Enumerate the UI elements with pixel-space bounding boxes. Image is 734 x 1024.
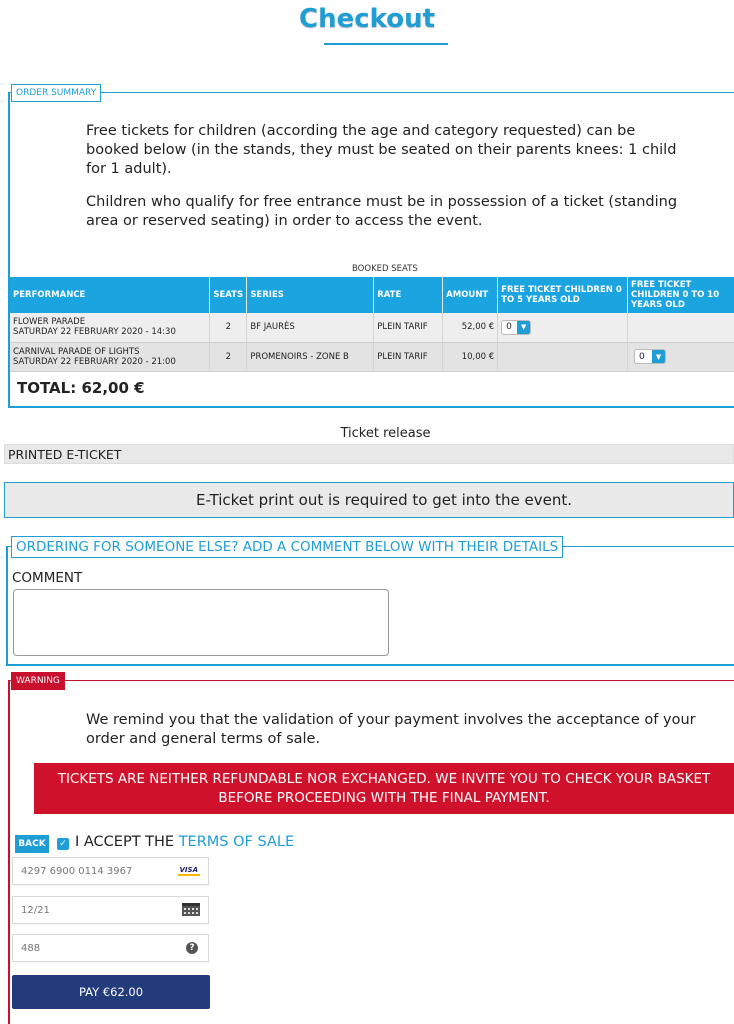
box-bottom-border [6,664,734,666]
refund-banner-text: TICKETS ARE NEITHER REFUNDABLE NOR EXCHANGED. WE INVITE YOU TO CHECK YOUR BASKET BEFORE PROCEEDING WITH THE FINAL PAYMENT. [57,770,711,806]
col-free-0-10: FREE TICKET CHILDREN 0 TO 10 YEARS OLD [628,277,734,313]
eticket-notice [4,482,734,518]
free-0-10-select[interactable] [634,349,666,364]
children-ticket-info: Children who qualify for free entrance must be in possession of a ticket (standing area or reserved seating) in order to access the event. [86,194,678,229]
free-tickets-info: Free tickets for children (according the age and category requested) can be booked below (in the stands, they must be seated on their parents knees: 1 child for 1 adult). [86,123,677,177]
refund-banner [34,763,734,814]
col-seats: SEATS [210,277,247,313]
box-top-border [8,680,734,681]
order-summary-legend: ORDER SUMMARY [11,84,101,102]
page-title: Checkout [298,4,436,34]
performance-datetime: SATURDAY 22 FEBRUARY 2020 - 21:00 [13,356,176,367]
comment-section-legend: ORDERING FOR SOMEONE ELSE? ADD A COMMENT BELOW WITH THEIR DETAILS [11,536,563,558]
warning-legend: WARNING [11,672,65,690]
comment-label: COMMENT [12,570,83,586]
ticket-release-option[interactable]: PRINTED E-TICKET [4,444,734,464]
help-icon[interactable]: ? [186,942,198,954]
booked-seats-table [10,277,734,372]
chevron-down-icon: ▼ [652,350,665,363]
box-bottom-border [8,406,734,408]
back-button[interactable]: BACK [15,835,49,853]
free-0-10-cell [628,313,734,342]
cvv-input[interactable] [12,934,209,962]
col-rate: RATE [374,277,443,313]
table-header-row [10,277,734,313]
box-top-border [8,92,734,93]
performance-cell [10,313,210,342]
series-cell: PROMENOIRS - ZONE B [247,342,374,371]
performance-name: CARNIVAL PARADE OF LIGHTS [13,346,140,357]
performance-cell [10,342,210,371]
performance-datetime: SATURDAY 22 FEBRUARY 2020 - 14:30 [13,327,176,338]
cvv-value: 488 [21,942,41,954]
ticket-release-label: Ticket release [340,426,431,441]
warning-text: We remind you that the validation of your payment involves the acceptance of your order and general terms of sale. [86,712,696,747]
table-row [10,313,734,342]
performance-name: FLOWER PARADE [13,317,86,328]
calendar-icon [181,901,201,920]
pay-button[interactable]: PAY €62.00 [12,975,210,1009]
seats-cell: 2 [210,313,247,342]
table-row [10,342,734,371]
col-free-0-5: FREE TICKET CHILDREN 0 TO 5 YEARS OLD [498,277,628,313]
booked-seats-caption: BOOKED SEATS [352,264,418,274]
free-0-5-select[interactable] [501,320,531,335]
title-underline [324,43,448,45]
order-total: TOTAL: 62,00 € [17,379,145,397]
checkmark-icon: ✓ [59,839,67,849]
box-left-border [8,680,10,1024]
col-performance: PERFORMANCE [10,277,210,313]
accept-terms-label [75,834,294,850]
expiry-value: 12/21 [21,904,50,916]
accept-terms-prefix: I ACCEPT THE [75,834,175,850]
select-value: 0 [506,322,512,333]
free-0-5-cell [498,313,628,342]
free-0-5-cell [498,342,628,371]
amount-cell: 52,00 € [443,313,498,342]
seats-cell: 2 [210,342,247,371]
col-amount: AMOUNT [443,277,498,313]
select-value: 0 [639,351,645,362]
rate-cell: PLEIN TARIF [374,313,443,342]
eticket-notice-text: E-Ticket print out is required to get into the event. [196,491,572,509]
expiry-input[interactable] [12,896,209,924]
rate-cell: PLEIN TARIF [374,342,443,371]
col-series: SERIES [247,277,374,313]
card-number-value: 4297 6900 0114 3967 [21,865,133,877]
visa-icon: VISA [179,866,198,874]
terms-of-sale-link[interactable]: TERMS OF SALE [178,834,295,850]
series-cell: BF JAURÈS [247,313,374,342]
box-left-border [6,546,8,666]
free-0-10-cell [628,342,734,371]
comment-textarea[interactable] [13,589,389,656]
card-number-input[interactable] [12,857,209,885]
chevron-down-icon: ▼ [517,321,530,334]
accept-terms-checkbox[interactable] [57,838,69,850]
amount-cell: 10,00 € [443,342,498,371]
